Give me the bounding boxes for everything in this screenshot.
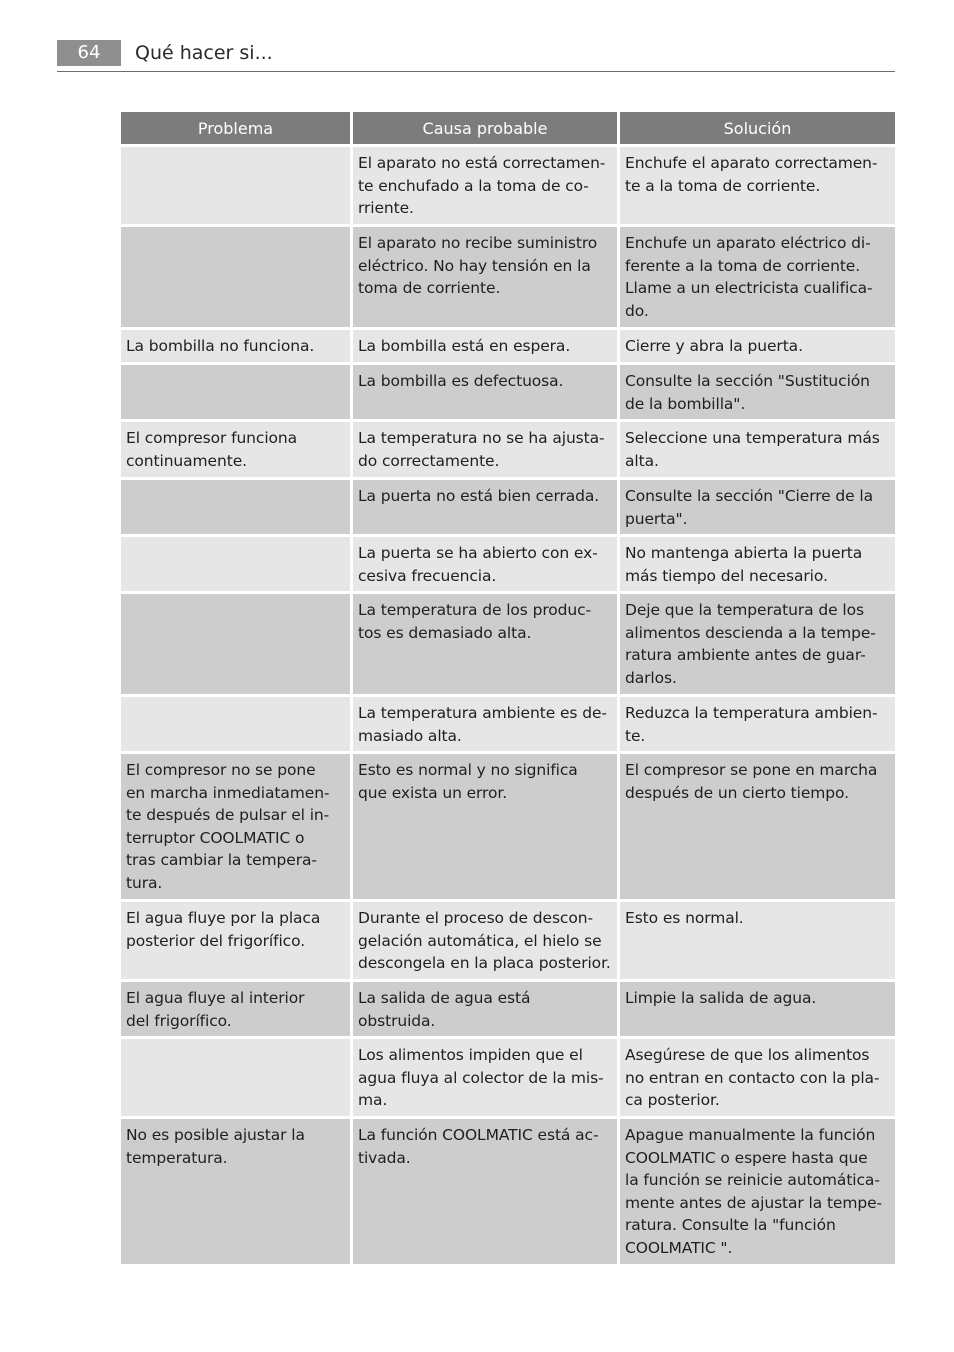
cell-cause: El aparato no recibe suministro eléctrico. No hay tensión en la toma de corriente. <box>353 227 617 327</box>
table-row <box>121 902 895 979</box>
cell-solution: Seleccione una temperatura más alta. <box>620 422 895 477</box>
table-row <box>121 330 895 362</box>
cell-solution: Consulte la sección "Sustitución de la bombilla". <box>620 365 895 419</box>
column-header-problem: Problema <box>121 112 350 144</box>
cell-cause: La temperatura no se ha ajusta- do correctamente. <box>353 422 617 477</box>
table-row <box>121 754 895 899</box>
table-row <box>121 147 895 224</box>
column-header-solution: Solución <box>620 112 895 144</box>
cell-cause: El aparato no está correctamen- te enchufado a la toma de co- rriente. <box>353 147 617 224</box>
column-header-cause: Causa probable <box>353 112 617 144</box>
section-title: Qué hacer si... <box>135 42 273 64</box>
cell-solution: Asegúrese de que los alimentos no entran en contacto con la pla- ca posterior. <box>620 1039 895 1116</box>
table-row <box>121 594 895 694</box>
cell-problem <box>121 147 350 224</box>
cell-solution: Deje que la temperatura de los alimentos descienda a la tempe- ratura ambiente antes de guar- darlos. <box>620 594 895 694</box>
cell-problem <box>121 227 350 327</box>
cell-solution: Enchufe un aparato eléctrico di- ferente a la toma de corriente. Llame a un electricista cualifica- do. <box>620 227 895 327</box>
cell-solution: Apague manualmente la función COOLMATIC o espere hasta que la función se reinicie automática- mente antes de ajustar la tempe- ratura. Consulte la "función COOLMATIC ". <box>620 1119 895 1264</box>
cell-solution: El compresor se pone en marcha después de un cierto tiempo. <box>620 754 895 899</box>
cell-solution: Limpie la salida de agua. <box>620 982 895 1036</box>
cell-cause: Esto es normal y no significa que exista un error. <box>353 754 617 899</box>
table-row <box>121 227 895 327</box>
table-row <box>121 365 895 419</box>
table-row <box>121 1039 895 1116</box>
cell-problem: La bombilla no funciona. <box>121 330 350 362</box>
troubleshooting-table <box>118 109 898 1267</box>
cell-problem <box>121 480 350 534</box>
cell-cause: La puerta no está bien cerrada. <box>353 480 617 534</box>
cell-problem <box>121 594 350 694</box>
cell-problem: El compresor funciona continuamente. <box>121 422 350 477</box>
cell-cause: Los alimentos impiden que el agua fluya al colector de la mis- ma. <box>353 1039 617 1116</box>
table-row <box>121 537 895 591</box>
table-row <box>121 1119 895 1264</box>
table-header-row <box>121 112 895 144</box>
cell-problem: El agua fluye por la placa posterior del frigorífico. <box>121 902 350 979</box>
cell-solution: Esto es normal. <box>620 902 895 979</box>
cell-cause: La bombilla es defectuosa. <box>353 365 617 419</box>
page-number: 64 <box>57 40 121 66</box>
cell-problem <box>121 1039 350 1116</box>
cell-problem: El agua fluye al interior del frigorífico. <box>121 982 350 1036</box>
table-row <box>121 422 895 477</box>
cell-solution: Cierre y abra la puerta. <box>620 330 895 362</box>
table-row <box>121 480 895 534</box>
cell-solution: Enchufe el aparato correctamen- te a la toma de corriente. <box>620 147 895 224</box>
cell-problem <box>121 365 350 419</box>
table-body <box>121 147 895 1264</box>
cell-problem: El compresor no se pone en marcha inmediatamen- te después de pulsar el in- terruptor COOLMATIC o tras cambiar la tempera- tura. <box>121 754 350 899</box>
table-row <box>121 982 895 1036</box>
cell-cause: La función COOLMATIC está ac- tivada. <box>353 1119 617 1264</box>
cell-problem <box>121 697 350 751</box>
cell-cause: La temperatura de los produc- tos es demasiado alta. <box>353 594 617 694</box>
page-header <box>57 40 895 72</box>
cell-problem: No es posible ajustar la temperatura. <box>121 1119 350 1264</box>
table-row <box>121 697 895 751</box>
cell-solution: Reduzca la temperatura ambien- te. <box>620 697 895 751</box>
cell-cause: La bombilla está en espera. <box>353 330 617 362</box>
cell-cause: La salida de agua está obstruida. <box>353 982 617 1036</box>
cell-cause: La puerta se ha abierto con ex- cesiva frecuencia. <box>353 537 617 591</box>
cell-cause: Durante el proceso de descon- gelación automática, el hielo se descongela en la placa posterior. <box>353 902 617 979</box>
cell-solution: No mantenga abierta la puerta más tiempo del necesario. <box>620 537 895 591</box>
cell-solution: Consulte la sección "Cierre de la puerta". <box>620 480 895 534</box>
cell-problem <box>121 537 350 591</box>
cell-cause: La temperatura ambiente es de- masiado alta. <box>353 697 617 751</box>
